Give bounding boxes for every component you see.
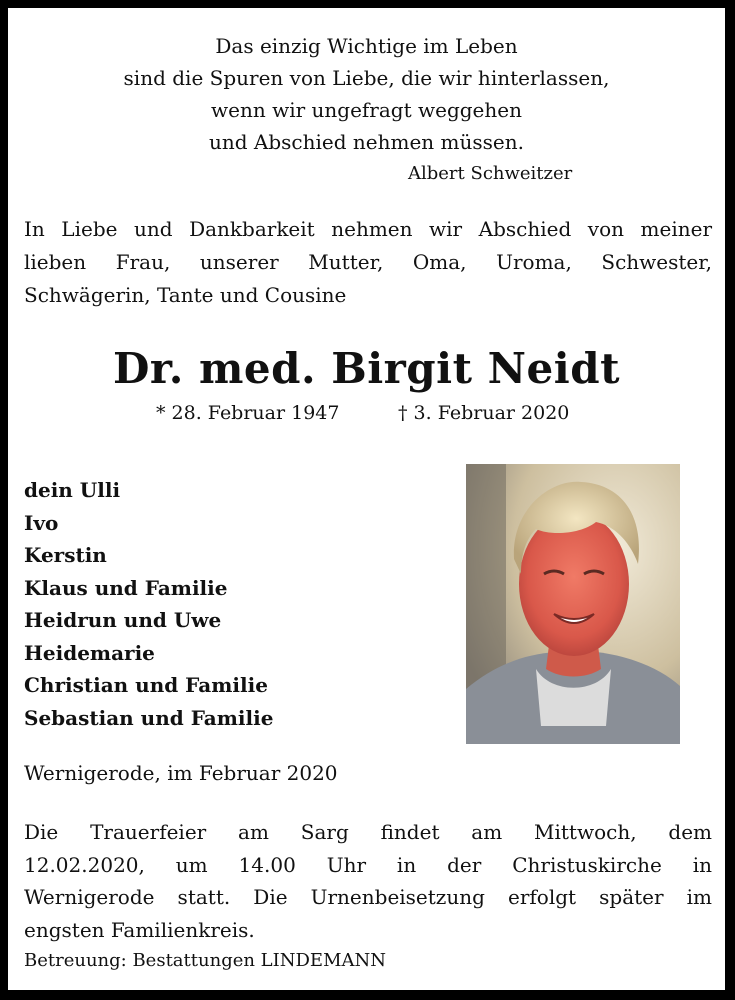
obituary-notice [8,8,725,990]
portrait-photo [466,464,680,744]
quote-line: Das einzig Wichtige im Leben [215,34,518,58]
service-line: 12.02.2020, um 14.00 Uhr in der Christuskirche in [24,852,712,877]
mourner: Ivo [24,510,59,535]
quote-author: Albert Schweitzer [408,163,573,184]
intro-line: In Liebe und Dankbarkeit nehmen wir Abschied von meiner [24,217,712,241]
mourner: Christian und Familie [24,673,268,697]
mourner: Kerstin [24,543,107,567]
death-date: † 3. Februar 2020 [398,402,570,424]
quote-line: und Abschied nehmen müssen. [209,130,524,154]
quote-line: sind die Spuren von Liebe, die wir hinterlassen, [123,66,610,90]
service-line: Die Trauerfeier am Sarg findet am Mittwoch, dem [24,820,712,844]
mourners-list [24,474,273,734]
mourner: Heidemarie [24,640,155,665]
service-line: engsten Familienkreis. [24,917,255,942]
quote [8,30,725,158]
intro-line: Schwägerin, Tante und Cousine [24,283,347,307]
undertaker-note: Betreuung: Bestattungen LINDEMANN [24,950,386,971]
birth-date: * 28. Februar 1947 [156,402,340,424]
mourner: Sebastian und Familie [24,705,274,730]
mourner: Klaus und Familie [24,575,228,600]
intro-line: lieben Frau, unserer Mutter, Oma, Uroma, Schwester, [24,250,712,274]
quote-line: wenn wir ungefragt weggehen [211,98,522,122]
deceased-name: Dr. med. Birgit Neidt [113,344,620,393]
mourner: dein Ulli [24,478,121,502]
service-info [24,816,712,946]
place-and-date: Wernigerode, im Februar 2020 [24,761,338,785]
mourner: Heidrun und Uwe [24,608,222,632]
intro-text [24,213,712,312]
portrait-image [466,464,680,744]
service-line: Wernigerode statt. Die Urnenbeisetzung erfolgt später im [24,885,712,909]
